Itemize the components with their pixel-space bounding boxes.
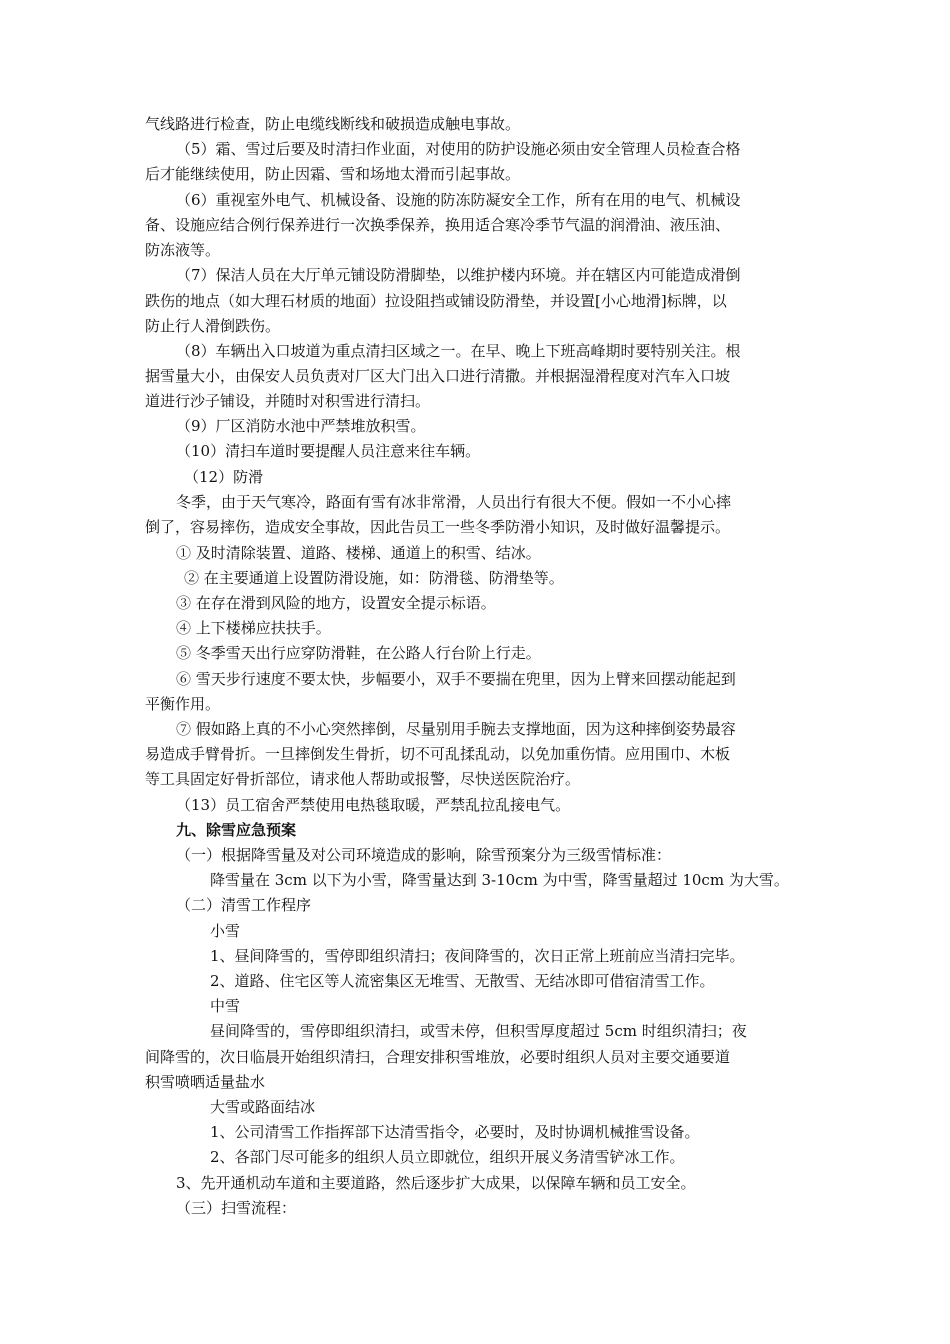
text-line: 冬季，由于天气寒冷，路面有雪有冰非常滑，人员出行有很大不便。假如一不小心摔 xyxy=(176,493,732,511)
text-line: （8）车辆出入口坡道为重点清扫区域之一。在早、晚上下班高峰期时要特别关注。根 xyxy=(176,342,741,360)
text-line: 后才能继续使用，防止因霜、雪和场地太滑而引起事故。 xyxy=(145,165,521,183)
text-line: （三）扫雪流程： xyxy=(176,1199,297,1217)
text-line: 易造成手臂骨折。一旦摔倒发生骨折，切不可乱揉乱动，以免加重伤情。应用围巾、木板 xyxy=(145,745,731,763)
text-line: 1、昼间降雪的，雪停即组织清扫；夜间降雪的，次日正常上班前应当清扫完毕。 xyxy=(210,947,745,965)
text-line: 2、各部门尽可能多的组织人员立即就位，组织开展义务清雪铲冰工作。 xyxy=(210,1148,685,1166)
section-heading: 九、除雪应急预案 xyxy=(176,821,297,839)
text-line: 大雪或路面结冰 xyxy=(210,1098,316,1116)
text-line: （5）霜、雪过后要及时清扫作业面，对使用的防护设施必须由安全管理人员检查合格 xyxy=(176,140,741,158)
text-line: ⑦ 假如路上真的不小心突然摔倒，尽量别用手腕去支撑地面，因为这种摔倒姿势最容 xyxy=(176,720,736,738)
text-line: 中雪 xyxy=(210,997,241,1015)
text-line: ④ 上下楼梯应扶扶手。 xyxy=(176,619,331,637)
text-line: 2、道路、住宅区等人流密集区无堆雪、无散雪、无结冰即可借宿清雪工作。 xyxy=(210,972,715,990)
text-line: 积雪喷晒适量盐水 xyxy=(145,1073,266,1091)
text-line: （13）员工宿舍严禁使用电热毯取暖，严禁乱拉乱接电气。 xyxy=(176,796,571,814)
text-line: 气线路进行检查，防止电缆线断线和破损造成触电事故。 xyxy=(145,115,521,133)
text-line: ⑥ 雪天步行速度不要太快，步幅要小，双手不要揣在兜里，因为上臂来回摆动能起到 xyxy=(176,670,736,688)
text-line: 等工具固定好骨折部位，请求他人帮助或报警，尽快送医院治疗。 xyxy=(145,770,581,788)
text-line: ② 在主要通道上设置防滑设施，如：防滑毯、防滑垫等。 xyxy=(184,569,564,587)
text-line: （10）清扫车道时要提醒人员注意来往车辆。 xyxy=(176,442,481,460)
text-line: 防冻液等。 xyxy=(145,241,221,259)
text-line: 跌伤的地点（如大理石材质的地面）拉设阻挡或铺设防滑垫，并设置[小心地滑]标牌，以 xyxy=(145,292,727,310)
text-line: （7）保洁人员在大厅单元铺设防滑脚垫，以维护楼内环境。并在辖区内可能造成滑倒 xyxy=(176,266,741,284)
text-line: 备、设施应结合例行保养进行一次换季保养，换用适合寒冷季节气温的润滑油、液压油、 xyxy=(145,216,731,234)
text-line: 防止行人滑倒跌伤。 xyxy=(145,317,281,335)
text-line: （一）根据降雪量及对公司环境造成的影响，除雪预案分为三级雪情标准： xyxy=(176,846,672,864)
text-line: （二）清雪工作程序 xyxy=(176,896,312,914)
text-line: 降雪量在 3cm 以下为小雪，降雪量达到 3-10cm 为中雪，降雪量超过 10cm 为大雪。 xyxy=(210,871,789,889)
text-line: 据雪量大小，由保安人员负责对厂区大门出入口进行清撒。并根据湿滑程度对汽车入口坡 xyxy=(145,367,731,385)
text-line: （9）厂区消防水池中严禁堆放积雪。 xyxy=(176,417,426,435)
text-line: 平衡作用。 xyxy=(145,695,221,713)
text-line: 昼间降雪的，雪停即组织清扫，或雪未停，但积雪厚度超过 5cm 时组织清扫；夜 xyxy=(210,1022,747,1040)
text-line: ③ 在存在滑到风险的地方，设置安全提示标语。 xyxy=(176,594,496,612)
text-line: ⑤ 冬季雪天出行应穿防滑鞋，在公路人行台阶上行走。 xyxy=(176,644,541,662)
text-line: 间降雪的，次日临晨开始组织清扫，合理安排积雪堆放，必要时组织人员对主要交通要道 xyxy=(145,1048,731,1066)
text-line: （12）防滑 xyxy=(184,468,264,486)
text-line: （6）重视室外电气、机械设备、设施的防冻防凝安全工作，所有在用的电气、机械设 xyxy=(176,191,741,209)
text-line: 3、先开通机动车道和主要道路，然后逐步扩大成果，以保障车辆和员工安全。 xyxy=(176,1174,696,1192)
text-line: 道进行沙子铺设，并随时对积雪进行清扫。 xyxy=(145,392,431,410)
text-line: 小雪 xyxy=(210,922,241,940)
text-line: 1、公司清雪工作指挥部下达清雪指令，必要时，及时协调机械推雪设备。 xyxy=(210,1123,700,1141)
text-line: 倒了，容易摔伤，造成安全事故，因此告员工一些冬季防滑小知识，及时做好温馨提示。 xyxy=(145,518,731,536)
text-line: ① 及时清除装置、道路、楼梯、通道上的积雪、结冰。 xyxy=(176,544,541,562)
